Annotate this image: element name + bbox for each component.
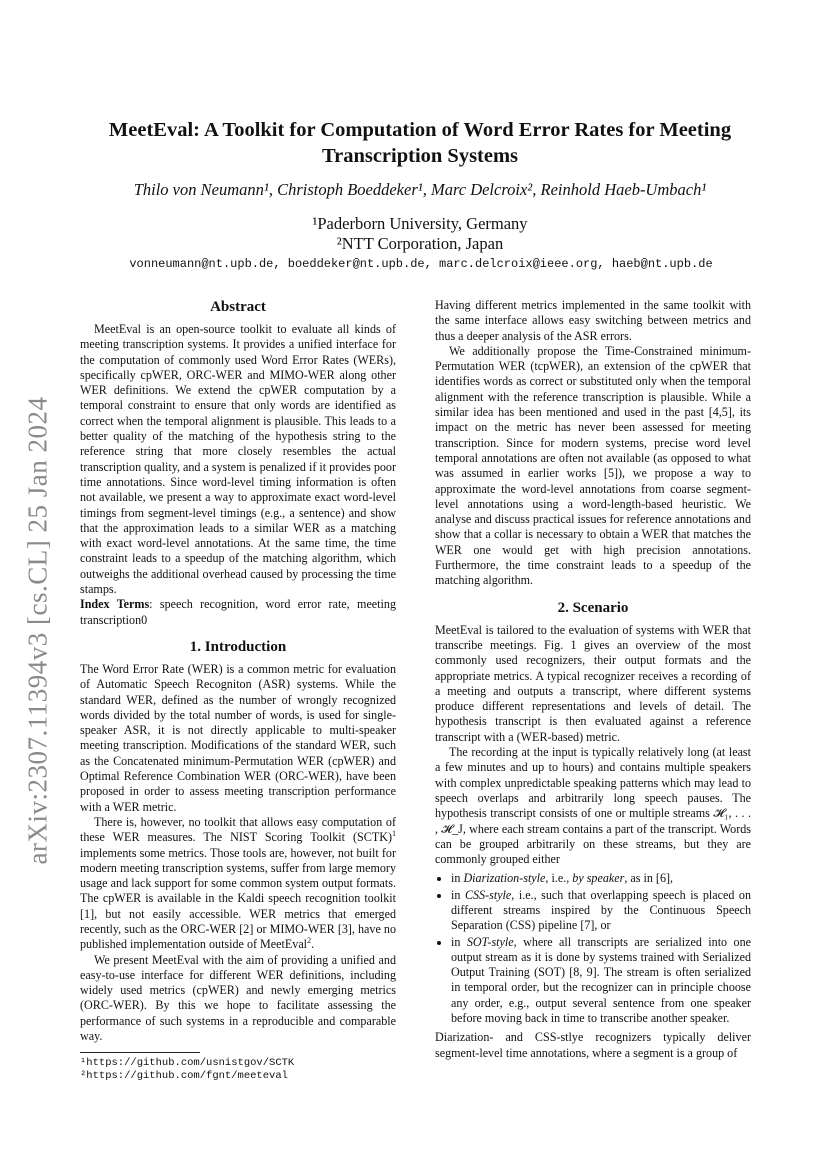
arxiv-stamp — [18, 370, 58, 890]
right-column — [435, 298, 751, 1061]
list-item: • in CSS-style, i.e., such that overlapping speech is placed on different streams inspired by the Continuous Speech Separation (CSS) pipeline [7], or — [451, 888, 751, 934]
intro-heading: 1. Introduction — [189, 638, 287, 655]
list-item: • in Diarization-style, i.e., by speaker, as in [6], — [451, 871, 751, 886]
intro-p2-part-b: implements some metrics. Those tools are, however, not built for modern meeting transcription systems, suffer from large memory usage and lack support for some common system output formats. The cpWER is available in the Kaldi speech recognition toolkit [1], but not easily accessible. WER metrics that emerged recently, such as the ORC-WER [2] or MIMO-WER [3], have no published implementation outside of MeetEval — [80, 845, 396, 952]
footnote-1[interactable]: ¹https://github.com/usnistgov/SCTK — [80, 1057, 295, 1070]
affiliation-1: ¹Paderborn University, Germany — [312, 214, 528, 233]
emails: vonneumann@nt.upb.de, boeddeker@nt.upb.de, marc.delcroix@ieee.org, haeb@nt.upb.de — [129, 257, 713, 271]
grouping-list — [435, 871, 751, 1026]
intro-paragraph-3: We present MeetEval with the aim of providing a unified and easy-to-use interface for different WER definitions, including widely used metrics (cpWER) and newly emerging metrics (ORC-WER). By this we hope to facilitate assessing the performance of such systems in a reproducible and comparable way. — [80, 952, 396, 1044]
title-line-2: Transcription Systems — [321, 145, 519, 167]
footnote-mark-1: 1 — [392, 829, 396, 839]
scenario-paragraph-3: Diarization- and CSS-stlye recognizers typically deliver segment-level time annotations, where a segment is a group of — [435, 1030, 751, 1060]
abstract-body: MeetEval is an open-source toolkit to evaluate all kinds of meeting transcription systems. It provides a unified interface for the computation of commonly used Word Error Rates (WERs), specifically cpWER, ORC-WER and MIMO-WER along other WER definitions. We extend the cpWER computation by a temporal constraint to ensure that only words are identified as correct when the temporal alignment is plausible. This leads to a better quality of the matching of the hypothesis string to the reference string that more closely resembles the actual transcription quality, and a system is penalized if it provides poor time annotations. Since word-level timing information is often not available, we present a way to approximate exact word-level timings from segment-level timings (e.g., a sentence) and show that the approximation leads to a similar WER as a matching with exact word-level annotations. At the same time, the time constraint leads to a speedup of the matching algorithm, which outweighs the additional overhead caused by processing the time stamps. — [80, 322, 396, 597]
scenario-heading: 2. Scenario — [557, 599, 629, 616]
index-terms-text: : speech recognition, word error rate, meeting transcription0 — [80, 597, 396, 627]
footnote-2[interactable]: ²https://github.com/fgnt/meeteval — [80, 1070, 288, 1083]
paper-title — [90, 117, 750, 169]
scenario-paragraph-1: MeetEval is tailored to the evaluation of systems with WER that transcribe meetings. Fig. 1 gives an overview of the most commonly used recognizers, their output formats and the appropriate metrics. A typical recognizer receives a recording of a meeting and outputs a transcript, where different systems produce different representations and levels of detail. The hypothesis transcript is then evaluated against a reference transcript with a (WER-based) metric. — [435, 622, 751, 744]
list-item: • in SOT-style, where all transcripts are serialized into one output stream as it is done by systems trained with Serialized Output Training (SOT) [8, 9]. The stream is often serialized in temporal order, but the recognizer can in principle choose any order, e.g., output several sentence from one speaker before moving back in time to transcribe another speaker. — [451, 935, 751, 1027]
affiliations — [90, 214, 750, 254]
authors: Thilo von Neumann¹, Christoph Boeddeker¹, Marc Delcroix², Reinhold Haeb-Umbach¹ — [133, 180, 707, 199]
right-paragraph-2: We additionally propose the Time-Constrained minimum-Permutation WER (tcpWER), an extension of the cpWER that identifies words as correct or substituted only when the temporal alignment with the reference transcription is plausible. While a similar idea has been mentioned and used in the past [4,5], its impact on the metric has never been assessed for meeting transcription. Since for modern systems, precise word level temporal annotations are often not available (as opposed to what was assumed in earlier works [5]), we propose a way to approximate the word-level annotations from coarse segment-level annotations using a word-length-based heuristic. We analyse and discuss practical issues for reference annotations and show that a collar is necessary to obtain a WER that matches the WER one would get with high precision annotations. Furthermore, the time constraint leads to a speedup of the matching algorithm. — [435, 343, 751, 588]
left-column — [80, 298, 396, 1083]
intro-paragraph-2 — [80, 815, 396, 953]
title-line-1: MeetEval: A Toolkit for Computation of Word Error Rates for Meeting — [108, 119, 732, 141]
intro-paragraph-1: The Word Error Rate (WER) is a common metric for evaluation of Automatic Speech Recogniton (ASR) systems. While the standard WER, defined as the number of wrongly recognized words divided by the total number of words, is used for single-speaker ASR, it is not directly applicable to multi-speaker meeting transcription. Modifications of the standard WER, such as the Concatenated minimum-Permutation WER (cpWER) and Optimal Reference Combination WER (ORC-WER), have been proposed in order to assess meeting transcription performance with a WER metric. — [80, 661, 396, 814]
affiliation-2: ²NTT Corporation, Japan — [336, 234, 504, 253]
arxiv-stamp-text: arXiv:2307.11394v3 [cs.CL] 25 Jan 2024 — [22, 396, 53, 864]
right-paragraph-1: Having different metrics implemented in the same toolkit with the same interface allows easy switching between metrics and thus a deeper analysis of the ASR errors. — [435, 298, 751, 343]
index-terms — [80, 597, 396, 628]
intro-p2-part-c: . — [311, 937, 315, 952]
footnote-rule — [80, 1052, 200, 1053]
abstract-heading: Abstract — [210, 299, 266, 315]
scenario-paragraph-2: The recording at the input is typically relatively long (at least a few minutes and up to hours) and contains multiple speakers with complex unpredictable speaking patterns which may lead to speech overlaps and arbitrarily long speech pauses. The hypothesis transcript consists of one or multiple streams 𝓗₁, . . . , 𝓗_J, where each stream contains a part of the transcript. Words can be grouped arbitrarily on these streams, but they are commonly grouped either — [435, 745, 751, 867]
index-terms-label: Index Terms — [80, 597, 150, 612]
footnote-mark-2: 2 — [307, 936, 312, 946]
intro-p2-part-a: There is, however, no toolkit that allows easy computation of these WER measures. The NIST Scoring Toolkit (SCTK) — [80, 814, 396, 845]
